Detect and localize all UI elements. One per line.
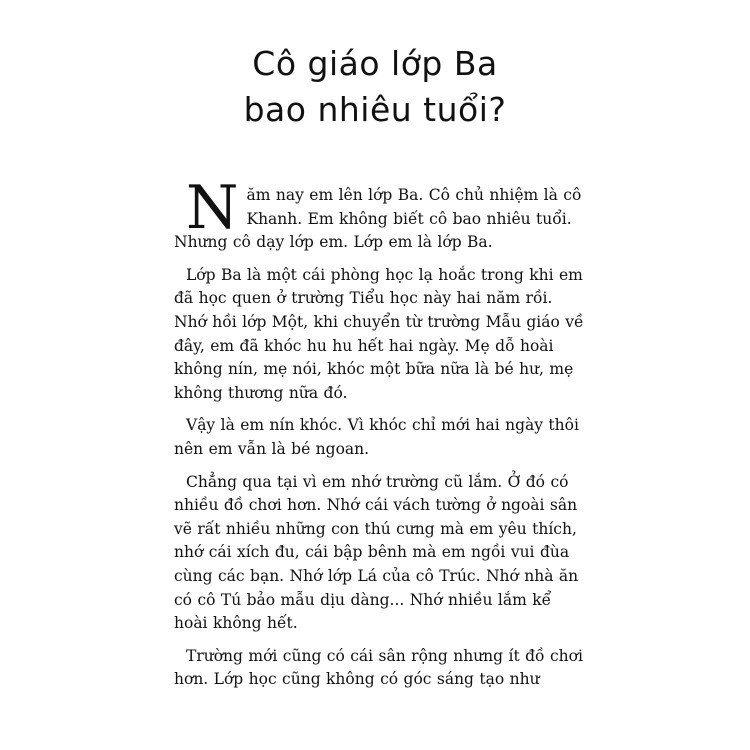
paragraph-5: Trường mới cũng có cái sân rộng nhưng ít đồ chơi hơn. Lớp học cũng không có góc sáng tạo như xyxy=(174,646,583,689)
paragraph-4: Chẳng qua tại vì em nhớ trường cũ lắm. Ở đó có nhiều đồ chơi hơn. Nhớ cái vách tường ở ngoài sân vẽ rất nhiều những con thú cưng mà em yêu thích, nhớ cái xích đu, cái bập bênh mà em ngồi vui đùa cùng các bạn. Nhớ lớp Lá của cô Trúc. Nhớ nhà ăn có cô Tú bảo mẫu dịu dàng... Nhớ nhiều lắm kể hoài không hết. xyxy=(174,472,579,633)
paragraph-1 xyxy=(174,173,584,255)
chapter-title-line-2: bao nhiêu tuổi? xyxy=(243,90,507,129)
chapter-body xyxy=(174,173,584,701)
paragraph-3: Vậy là em nín khóc. Vì khóc chỉ mới hai ngày thôi nên em vẫn là bé ngoan. xyxy=(174,416,579,458)
paragraph-2: Lớp Ba là một cái phòng học lạ hoắc trong khi em đã học quen ở trường Tiểu học này hai năm rồi. Nhớ hồi lớp Một, khi chuyển từ trường Mẫu giáo về đây, em đã khóc hu hu hết hai ngày. Mẹ dỗ hoài không nín, mẹ nói, khóc một bữa nữa là bé hư, mẹ không thương nữa đó. xyxy=(174,265,584,402)
drop-cap: N xyxy=(186,173,239,243)
paragraph-1-text: ăm nay em lên lớp Ba. Cô chủ nhiệm là cô Khanh. Em không biết cô bao nhiêu tuổi. Nhưng cô dạy lớp em. Lớp em là lớp Ba. xyxy=(174,186,582,252)
chapter-title-line-1: Cô giáo lớp Ba xyxy=(252,44,498,83)
